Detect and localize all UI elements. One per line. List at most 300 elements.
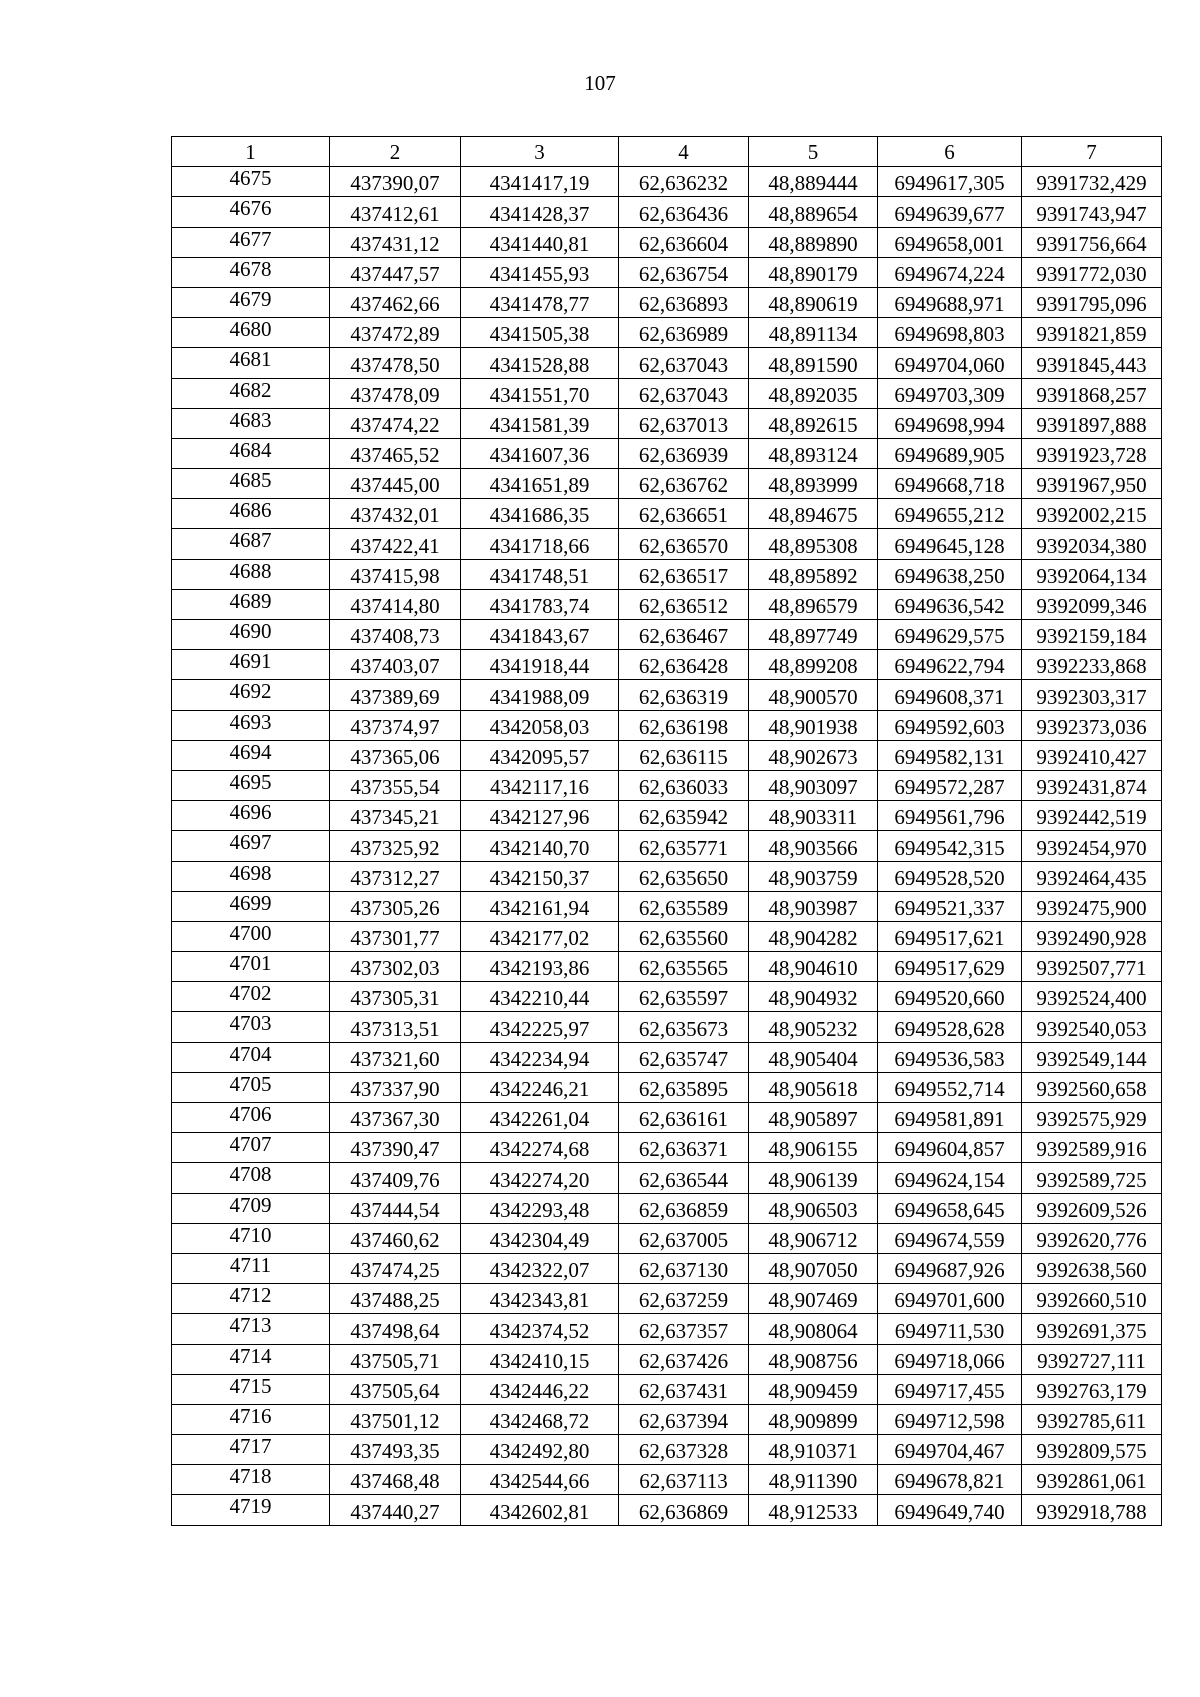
cell-point-number: 4692 (172, 680, 330, 710)
cell-point-number: 4691 (172, 650, 330, 680)
table-row (172, 921, 1162, 951)
cell-y-coordinate: 4341478,77 (461, 287, 619, 317)
cell-point-number: 4713 (172, 1314, 330, 1344)
cell-x-msk: 6949520,660 (878, 982, 1022, 1012)
cell-x-msk: 6949552,714 (878, 1072, 1022, 1102)
cell-x-coordinate: 437390,47 (330, 1133, 461, 1163)
cell-x-coordinate: 437312,27 (330, 861, 461, 891)
cell-latitude: 62,635771 (619, 831, 749, 861)
cell-y-msk: 9392464,435 (1022, 861, 1162, 891)
cell-y-coordinate: 4341651,89 (461, 469, 619, 499)
cell-y-msk: 9392575,929 (1022, 1103, 1162, 1133)
cell-y-coordinate: 4342374,52 (461, 1314, 619, 1344)
cell-y-msk: 9392099,346 (1022, 589, 1162, 619)
cell-y-coordinate: 4342117,16 (461, 770, 619, 800)
cell-y-msk: 9391967,950 (1022, 469, 1162, 499)
cell-y-coordinate: 4342234,94 (461, 1042, 619, 1072)
cell-point-number: 4710 (172, 1223, 330, 1253)
table-row (172, 710, 1162, 740)
cell-latitude: 62,635650 (619, 861, 749, 891)
column-header-3: 3 (461, 137, 619, 167)
cell-point-number: 4709 (172, 1193, 330, 1223)
cell-point-number: 4682 (172, 378, 330, 408)
cell-longitude: 48,901938 (749, 710, 878, 740)
column-header-6: 6 (878, 137, 1022, 167)
cell-x-coordinate: 437367,30 (330, 1103, 461, 1133)
cell-point-number: 4708 (172, 1163, 330, 1193)
cell-point-number: 4719 (172, 1495, 330, 1525)
cell-x-msk: 6949536,583 (878, 1042, 1022, 1072)
cell-longitude: 48,908756 (749, 1344, 878, 1374)
cell-y-msk: 9392442,519 (1022, 801, 1162, 831)
cell-latitude: 62,635560 (619, 921, 749, 951)
cell-x-coordinate: 437374,97 (330, 710, 461, 740)
table-row (172, 982, 1162, 1012)
table-row (172, 257, 1162, 287)
cell-latitude: 62,635597 (619, 982, 749, 1012)
cell-x-msk: 6949668,718 (878, 469, 1022, 499)
cell-y-coordinate: 4342161,94 (461, 891, 619, 921)
cell-latitude: 62,635895 (619, 1072, 749, 1102)
table-row (172, 1163, 1162, 1193)
cell-y-coordinate: 4342322,07 (461, 1253, 619, 1283)
cell-y-coordinate: 4341843,67 (461, 620, 619, 650)
cell-latitude: 62,636033 (619, 770, 749, 800)
cell-point-number: 4718 (172, 1465, 330, 1495)
cell-point-number: 4705 (172, 1072, 330, 1102)
cell-latitude: 62,636762 (619, 469, 749, 499)
table-row (172, 1042, 1162, 1072)
cell-longitude: 48,907050 (749, 1253, 878, 1283)
cell-x-msk: 6949655,212 (878, 499, 1022, 529)
cell-x-msk: 6949542,315 (878, 831, 1022, 861)
cell-x-msk: 6949658,001 (878, 227, 1022, 257)
cell-y-coordinate: 4342193,86 (461, 952, 619, 982)
cell-longitude: 48,905618 (749, 1072, 878, 1102)
cell-y-coordinate: 4341918,44 (461, 650, 619, 680)
cell-longitude: 48,895308 (749, 529, 878, 559)
table-row (172, 1435, 1162, 1465)
cell-x-coordinate: 437447,57 (330, 257, 461, 287)
table-row (172, 1133, 1162, 1163)
cell-y-msk: 9392691,375 (1022, 1314, 1162, 1344)
cell-x-msk: 6949712,598 (878, 1404, 1022, 1434)
cell-point-number: 4684 (172, 438, 330, 468)
table-row (172, 529, 1162, 559)
cell-point-number: 4685 (172, 469, 330, 499)
cell-longitude: 48,903987 (749, 891, 878, 921)
cell-x-msk: 6949645,128 (878, 529, 1022, 559)
cell-longitude: 48,903311 (749, 801, 878, 831)
table-row (172, 1223, 1162, 1253)
cell-x-msk: 6949689,905 (878, 438, 1022, 468)
cell-y-msk: 9392620,776 (1022, 1223, 1162, 1253)
cell-point-number: 4688 (172, 559, 330, 589)
cell-x-coordinate: 437302,03 (330, 952, 461, 982)
cell-x-coordinate: 437465,52 (330, 438, 461, 468)
cell-latitude: 62,636939 (619, 438, 749, 468)
cell-y-coordinate: 4341417,19 (461, 167, 619, 197)
table-row (172, 499, 1162, 529)
table-header (172, 137, 1162, 167)
cell-y-msk: 9392431,874 (1022, 770, 1162, 800)
cell-y-coordinate: 4341988,09 (461, 680, 619, 710)
table-row (172, 861, 1162, 891)
cell-x-coordinate: 437345,21 (330, 801, 461, 831)
table-row (172, 1072, 1162, 1102)
cell-latitude: 62,636115 (619, 740, 749, 770)
cell-x-coordinate: 437305,26 (330, 891, 461, 921)
cell-latitude: 62,636570 (619, 529, 749, 559)
table-row (172, 1103, 1162, 1133)
cell-point-number: 4697 (172, 831, 330, 861)
cell-x-msk: 6949688,971 (878, 287, 1022, 317)
cell-y-coordinate: 4341581,39 (461, 408, 619, 438)
cell-x-msk: 6949711,530 (878, 1314, 1022, 1344)
cell-longitude: 48,890619 (749, 287, 878, 317)
cell-y-msk: 9392589,916 (1022, 1133, 1162, 1163)
cell-y-coordinate: 4341428,37 (461, 197, 619, 227)
cell-latitude: 62,637130 (619, 1253, 749, 1283)
cell-x-msk: 6949698,803 (878, 318, 1022, 348)
table-row (172, 589, 1162, 619)
cell-y-msk: 9392809,575 (1022, 1435, 1162, 1465)
cell-longitude: 48,896579 (749, 589, 878, 619)
table-row (172, 318, 1162, 348)
column-header-5: 5 (749, 137, 878, 167)
cell-x-msk: 6949617,305 (878, 167, 1022, 197)
cell-latitude: 62,636467 (619, 620, 749, 650)
cell-latitude: 62,637043 (619, 348, 749, 378)
cell-x-coordinate: 437415,98 (330, 559, 461, 589)
cell-x-msk: 6949639,677 (878, 197, 1022, 227)
cell-y-msk: 9392918,788 (1022, 1495, 1162, 1525)
cell-point-number: 4706 (172, 1103, 330, 1133)
cell-longitude: 48,890179 (749, 257, 878, 287)
cell-y-coordinate: 4342410,15 (461, 1344, 619, 1374)
table-row (172, 197, 1162, 227)
cell-x-coordinate: 437409,76 (330, 1163, 461, 1193)
cell-latitude: 62,636859 (619, 1193, 749, 1223)
table-row (172, 348, 1162, 378)
cell-x-msk: 6949528,520 (878, 861, 1022, 891)
cell-x-coordinate: 437478,09 (330, 378, 461, 408)
cell-y-msk: 9392540,053 (1022, 1012, 1162, 1042)
cell-point-number: 4717 (172, 1435, 330, 1465)
cell-x-msk: 6949581,891 (878, 1103, 1022, 1133)
cell-point-number: 4701 (172, 952, 330, 982)
cell-y-msk: 9392064,134 (1022, 559, 1162, 589)
cell-point-number: 4700 (172, 921, 330, 951)
cell-y-msk: 9392233,868 (1022, 650, 1162, 680)
cell-point-number: 4715 (172, 1374, 330, 1404)
cell-y-coordinate: 4342446,22 (461, 1374, 619, 1404)
cell-x-msk: 6949718,066 (878, 1344, 1022, 1374)
cell-longitude: 48,894675 (749, 499, 878, 529)
column-header-4: 4 (619, 137, 749, 167)
cell-x-msk: 6949629,575 (878, 620, 1022, 650)
cell-latitude: 62,636544 (619, 1163, 749, 1193)
cell-x-coordinate: 437472,89 (330, 318, 461, 348)
cell-y-msk: 9392609,526 (1022, 1193, 1162, 1223)
cell-y-msk: 9391732,429 (1022, 167, 1162, 197)
cell-latitude: 62,635942 (619, 801, 749, 831)
table-row (172, 438, 1162, 468)
cell-x-coordinate: 437505,64 (330, 1374, 461, 1404)
cell-latitude: 62,635589 (619, 891, 749, 921)
cell-y-msk: 9392785,611 (1022, 1404, 1162, 1434)
cell-x-coordinate: 437468,48 (330, 1465, 461, 1495)
cell-x-coordinate: 437444,54 (330, 1193, 461, 1223)
cell-x-coordinate: 437301,77 (330, 921, 461, 951)
cell-point-number: 4702 (172, 982, 330, 1012)
cell-longitude: 48,900570 (749, 680, 878, 710)
cell-latitude: 62,636604 (619, 227, 749, 257)
cell-x-coordinate: 437408,73 (330, 620, 461, 650)
cell-x-msk: 6949604,857 (878, 1133, 1022, 1163)
table-row (172, 167, 1162, 197)
cell-x-coordinate: 437365,06 (330, 740, 461, 770)
cell-x-coordinate: 437474,25 (330, 1253, 461, 1283)
cell-longitude: 48,909459 (749, 1374, 878, 1404)
cell-latitude: 62,637113 (619, 1465, 749, 1495)
cell-longitude: 48,893999 (749, 469, 878, 499)
cell-y-coordinate: 4341607,36 (461, 438, 619, 468)
cell-x-coordinate: 437493,35 (330, 1435, 461, 1465)
cell-x-msk: 6949649,740 (878, 1495, 1022, 1525)
cell-x-coordinate: 437389,69 (330, 680, 461, 710)
table-row (172, 1374, 1162, 1404)
cell-x-msk: 6949528,628 (878, 1012, 1022, 1042)
cell-longitude: 48,905404 (749, 1042, 878, 1072)
cell-y-msk: 9391743,947 (1022, 197, 1162, 227)
cell-latitude: 62,637043 (619, 378, 749, 408)
cell-x-coordinate: 437488,25 (330, 1284, 461, 1314)
cell-latitude: 62,636371 (619, 1133, 749, 1163)
cell-longitude: 48,904932 (749, 982, 878, 1012)
cell-x-coordinate: 437432,01 (330, 499, 461, 529)
cell-y-msk: 9391772,030 (1022, 257, 1162, 287)
cell-y-coordinate: 4342140,70 (461, 831, 619, 861)
cell-longitude: 48,892615 (749, 408, 878, 438)
table-row (172, 831, 1162, 861)
cell-point-number: 4707 (172, 1133, 330, 1163)
cell-y-msk: 9392727,111 (1022, 1344, 1162, 1374)
cell-point-number: 4677 (172, 227, 330, 257)
cell-x-coordinate: 437337,90 (330, 1072, 461, 1102)
cell-point-number: 4698 (172, 861, 330, 891)
cell-x-coordinate: 437305,31 (330, 982, 461, 1012)
cell-y-msk: 9392861,061 (1022, 1465, 1162, 1495)
cell-x-msk: 6949701,600 (878, 1284, 1022, 1314)
cell-y-coordinate: 4342127,96 (461, 801, 619, 831)
coordinates-table (171, 136, 1162, 1526)
cell-longitude: 48,902673 (749, 740, 878, 770)
cell-y-coordinate: 4342177,02 (461, 921, 619, 951)
cell-x-coordinate: 437505,71 (330, 1344, 461, 1374)
cell-point-number: 4714 (172, 1344, 330, 1374)
table-row (172, 801, 1162, 831)
cell-point-number: 4693 (172, 710, 330, 740)
cell-x-msk: 6949582,131 (878, 740, 1022, 770)
cell-latitude: 62,636319 (619, 680, 749, 710)
cell-y-msk: 9392560,658 (1022, 1072, 1162, 1102)
cell-y-coordinate: 4341686,35 (461, 499, 619, 529)
cell-longitude: 48,908064 (749, 1314, 878, 1344)
cell-latitude: 62,636428 (619, 650, 749, 680)
cell-longitude: 48,911390 (749, 1465, 878, 1495)
cell-latitude: 62,637013 (619, 408, 749, 438)
cell-latitude: 62,637394 (619, 1404, 749, 1434)
cell-x-msk: 6949698,994 (878, 408, 1022, 438)
table-row (172, 1314, 1162, 1344)
cell-latitude: 62,637259 (619, 1284, 749, 1314)
cell-x-coordinate: 437501,12 (330, 1404, 461, 1434)
cell-x-msk: 6949608,371 (878, 680, 1022, 710)
cell-longitude: 48,895892 (749, 559, 878, 589)
table-row (172, 378, 1162, 408)
table-row (172, 680, 1162, 710)
cell-y-coordinate: 4341551,70 (461, 378, 619, 408)
cell-y-coordinate: 4341748,51 (461, 559, 619, 589)
cell-y-msk: 9391795,096 (1022, 287, 1162, 317)
column-header-1: 1 (172, 137, 330, 167)
cell-x-coordinate: 437440,27 (330, 1495, 461, 1525)
cell-x-msk: 6949703,309 (878, 378, 1022, 408)
cell-x-coordinate: 437313,51 (330, 1012, 461, 1042)
cell-x-coordinate: 437422,41 (330, 529, 461, 559)
table-row (172, 1495, 1162, 1525)
cell-y-coordinate: 4342058,03 (461, 710, 619, 740)
cell-y-msk: 9392490,928 (1022, 921, 1162, 951)
cell-x-coordinate: 437403,07 (330, 650, 461, 680)
table-row (172, 650, 1162, 680)
cell-longitude: 48,906503 (749, 1193, 878, 1223)
cell-y-coordinate: 4342304,49 (461, 1223, 619, 1253)
table-row (172, 1344, 1162, 1374)
column-header-2: 2 (330, 137, 461, 167)
cell-x-msk: 6949622,794 (878, 650, 1022, 680)
cell-latitude: 62,636198 (619, 710, 749, 740)
cell-y-coordinate: 4341505,38 (461, 318, 619, 348)
cell-longitude: 48,906155 (749, 1133, 878, 1163)
cell-y-msk: 9392475,900 (1022, 891, 1162, 921)
cell-latitude: 62,636161 (619, 1103, 749, 1133)
cell-y-msk: 9392373,036 (1022, 710, 1162, 740)
cell-y-msk: 9392660,510 (1022, 1284, 1162, 1314)
cell-latitude: 62,637426 (619, 1344, 749, 1374)
cell-point-number: 4699 (172, 891, 330, 921)
cell-latitude: 62,635673 (619, 1012, 749, 1042)
cell-point-number: 4711 (172, 1253, 330, 1283)
table-row (172, 1465, 1162, 1495)
cell-latitude: 62,636232 (619, 167, 749, 197)
table-row (172, 740, 1162, 770)
cell-y-coordinate: 4342210,44 (461, 982, 619, 1012)
cell-y-coordinate: 4342343,81 (461, 1284, 619, 1314)
table-row (172, 469, 1162, 499)
cell-y-msk: 9392159,184 (1022, 620, 1162, 650)
cell-point-number: 4695 (172, 770, 330, 800)
cell-point-number: 4686 (172, 499, 330, 529)
cell-longitude: 48,906712 (749, 1223, 878, 1253)
cell-y-coordinate: 4342246,21 (461, 1072, 619, 1102)
cell-longitude: 48,912533 (749, 1495, 878, 1525)
cell-y-coordinate: 4342468,72 (461, 1404, 619, 1434)
cell-x-coordinate: 437390,07 (330, 167, 461, 197)
page-number: 107 (584, 71, 616, 95)
cell-x-coordinate: 437462,66 (330, 287, 461, 317)
cell-point-number: 4716 (172, 1404, 330, 1434)
cell-point-number: 4694 (172, 740, 330, 770)
cell-x-msk: 6949624,154 (878, 1163, 1022, 1193)
cell-longitude: 48,897749 (749, 620, 878, 650)
cell-y-msk: 9392589,725 (1022, 1163, 1162, 1193)
cell-x-msk: 6949704,467 (878, 1435, 1022, 1465)
cell-point-number: 4712 (172, 1284, 330, 1314)
cell-y-msk: 9392763,179 (1022, 1374, 1162, 1404)
cell-longitude: 48,889890 (749, 227, 878, 257)
table-row (172, 1404, 1162, 1434)
cell-x-coordinate: 437355,54 (330, 770, 461, 800)
cell-y-msk: 9392410,427 (1022, 740, 1162, 770)
cell-y-msk: 9392638,560 (1022, 1253, 1162, 1283)
cell-longitude: 48,892035 (749, 378, 878, 408)
cell-y-msk: 9392002,215 (1022, 499, 1162, 529)
cell-y-coordinate: 4342492,80 (461, 1435, 619, 1465)
cell-point-number: 4704 (172, 1042, 330, 1072)
cell-y-coordinate: 4341455,93 (461, 257, 619, 287)
cell-y-msk: 9391845,443 (1022, 348, 1162, 378)
cell-y-msk: 9391868,257 (1022, 378, 1162, 408)
cell-y-coordinate: 4342261,04 (461, 1103, 619, 1133)
cell-y-msk: 9391897,888 (1022, 408, 1162, 438)
cell-y-coordinate: 4342293,48 (461, 1193, 619, 1223)
cell-longitude: 48,899208 (749, 650, 878, 680)
cell-x-msk: 6949638,250 (878, 559, 1022, 589)
cell-x-coordinate: 437498,64 (330, 1314, 461, 1344)
cell-x-coordinate: 437325,92 (330, 831, 461, 861)
cell-point-number: 4679 (172, 287, 330, 317)
cell-y-coordinate: 4342274,68 (461, 1133, 619, 1163)
cell-x-msk: 6949678,821 (878, 1465, 1022, 1495)
cell-y-coordinate: 4342150,37 (461, 861, 619, 891)
cell-latitude: 62,636517 (619, 559, 749, 589)
cell-y-msk: 9392524,400 (1022, 982, 1162, 1012)
cell-point-number: 4687 (172, 529, 330, 559)
table-row (172, 891, 1162, 921)
cell-latitude: 62,637328 (619, 1435, 749, 1465)
cell-latitude: 62,636989 (619, 318, 749, 348)
table-row (172, 227, 1162, 257)
cell-longitude: 48,904282 (749, 921, 878, 951)
cell-y-coordinate: 4341718,66 (461, 529, 619, 559)
cell-longitude: 48,910371 (749, 1435, 878, 1465)
cell-x-msk: 6949687,926 (878, 1253, 1022, 1283)
cell-longitude: 48,891590 (749, 348, 878, 378)
cell-point-number: 4703 (172, 1012, 330, 1042)
cell-latitude: 62,635565 (619, 952, 749, 982)
cell-y-msk: 9392549,144 (1022, 1042, 1162, 1072)
cell-y-coordinate: 4341528,88 (461, 348, 619, 378)
table-row (172, 287, 1162, 317)
cell-longitude: 48,905232 (749, 1012, 878, 1042)
column-header-7: 7 (1022, 137, 1162, 167)
table-row (172, 952, 1162, 982)
table-body (172, 167, 1162, 1525)
cell-longitude: 48,893124 (749, 438, 878, 468)
cell-x-msk: 6949517,629 (878, 952, 1022, 982)
